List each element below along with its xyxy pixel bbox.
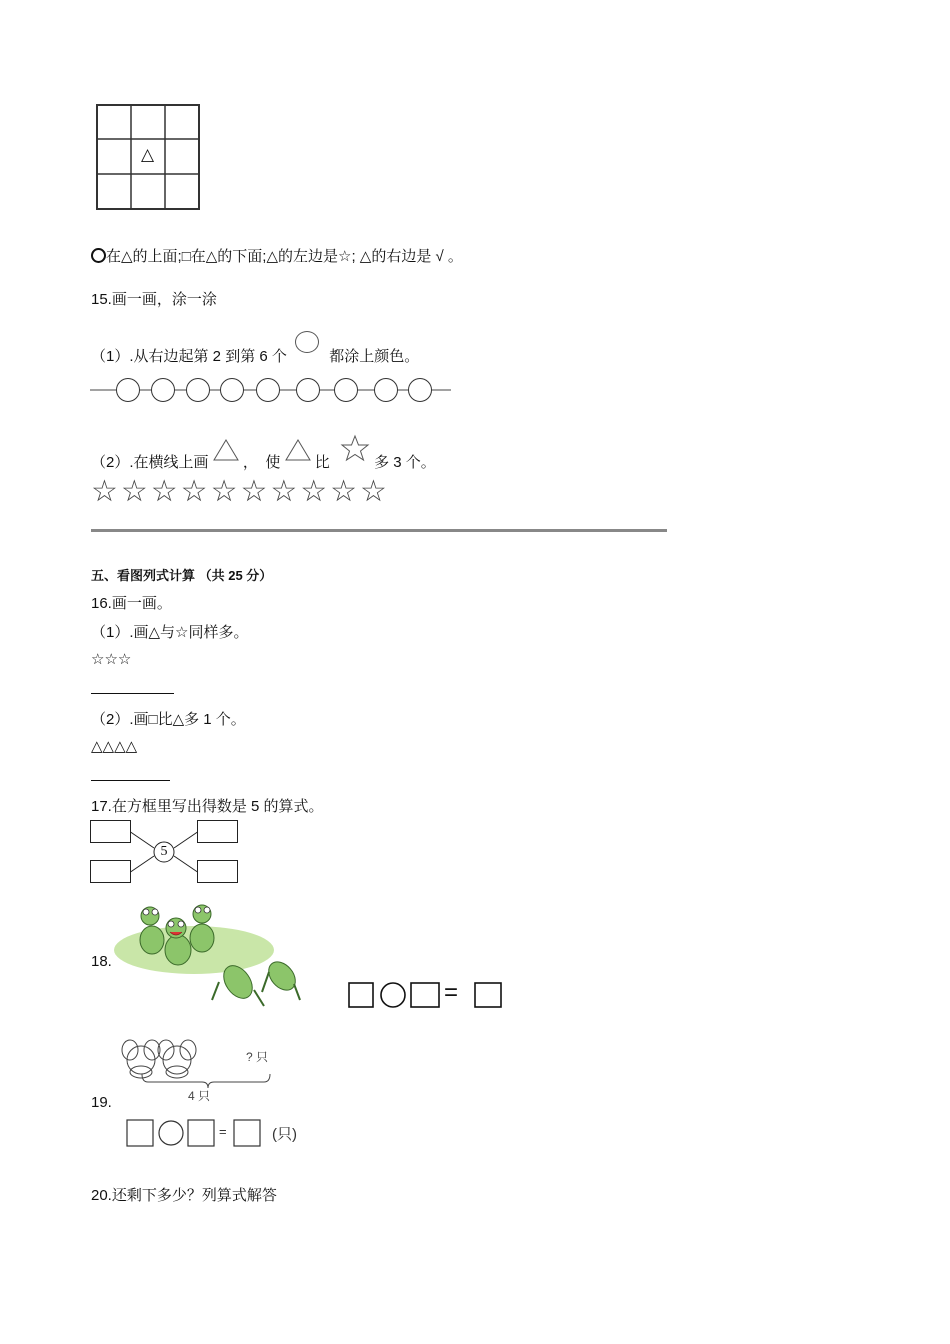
circle-outline-icon <box>295 331 319 353</box>
triangle-icon <box>213 439 239 461</box>
line-circle-3 <box>187 379 210 402</box>
q16-part1: （1）.画△与☆同样多。 <box>91 624 249 641</box>
line-circle-1 <box>117 379 140 402</box>
q16-title: 16.画一画。 <box>91 595 172 612</box>
q18-equals-sign: = <box>444 979 459 1006</box>
line-circle-7 <box>335 379 358 402</box>
grid-center-triangle: △ <box>141 145 155 164</box>
circle-icon <box>91 248 106 263</box>
triangle-icon <box>285 439 311 461</box>
section5-title: 五、看图列式计算 （共 25 分） <box>91 568 273 583</box>
star-icon <box>340 435 370 461</box>
q15-part2 <box>91 435 436 472</box>
q19-question-label: ? 只 <box>246 1050 269 1064</box>
circles-on-line <box>90 376 452 404</box>
line-circle-5 <box>257 379 280 402</box>
q15-part2-b: ， 使 <box>242 454 281 471</box>
q15-part1-before: （1）.从右边起第 2 到第 6 个 <box>91 348 287 365</box>
q14-text: 在△的上面;□在△的下面;△的左边是☆; △的右边是 √ 。 <box>106 248 463 265</box>
q18-label: 18. <box>91 953 112 970</box>
q17-title: 17.在方框里写出得数是 5 的算式。 <box>91 798 324 815</box>
q16-part2: （2）.画□比△多 1 个。 <box>91 711 246 728</box>
q14-line <box>91 245 463 266</box>
q19-unit: (只) <box>272 1126 297 1143</box>
section-divider <box>91 529 667 532</box>
line-circle-8 <box>375 379 398 402</box>
q15-stars-row: ☆☆☆☆☆☆☆☆☆☆ <box>91 475 390 508</box>
q15-title: 15.画一画，涂一涂 <box>91 291 217 308</box>
line-circle-9 <box>409 379 432 402</box>
q19-label: 19. <box>91 1094 112 1111</box>
q15-part2-d: 多 3 个。 <box>374 454 436 471</box>
q17-center-number: 5 <box>160 844 168 859</box>
q19-equation-boxes <box>126 1119 266 1147</box>
q15-part1 <box>91 331 419 366</box>
line-circle-2 <box>152 379 175 402</box>
answer-line <box>91 693 174 694</box>
answer-line <box>91 780 170 781</box>
line-circle-4 <box>221 379 244 402</box>
q15-part2-a: （2）.在横线上画 <box>91 454 209 471</box>
q19-total-label: 4 只 <box>188 1089 211 1103</box>
q16-part1-shapes: ☆☆☆ <box>91 651 132 668</box>
q15-part1-after: 都涂上颜色。 <box>329 348 420 365</box>
frogs-illustration <box>114 902 304 1012</box>
q18-equation-boxes <box>348 982 504 1008</box>
q15-part2-c: 比 <box>314 454 330 471</box>
q16-part2-shapes: △△△△ <box>91 738 138 755</box>
q19-equals-sign: = <box>219 1124 227 1139</box>
q20-title: 20.还剩下多少？列算式解答 <box>91 1187 277 1204</box>
line-circle-6 <box>297 379 320 402</box>
